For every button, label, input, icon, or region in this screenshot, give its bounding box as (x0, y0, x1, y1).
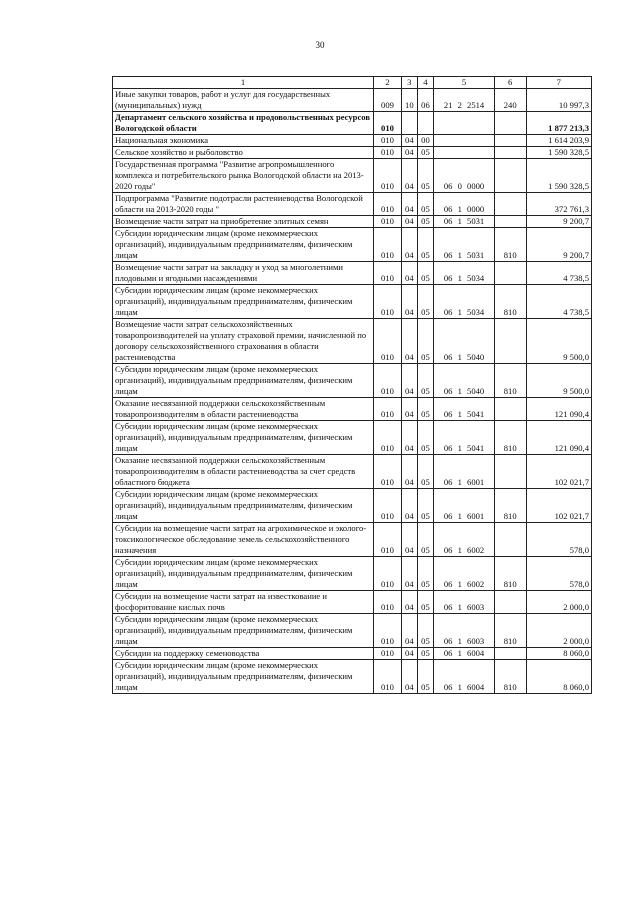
row-name: Субсидии юридическим лицам (кроме некоммерческих организаций), индивидуальным предпринимателям, физическим лицам (113, 660, 374, 694)
row-code-subsection: 05 (417, 591, 434, 614)
row-code-admin: 010 (374, 455, 402, 489)
row-code-expense (494, 319, 526, 364)
row-amount: 121 090,4 (526, 421, 591, 455)
row-name: Национальная экономика (113, 135, 374, 147)
row-amount: 578,0 (526, 557, 591, 591)
row-code-target: 06 0 0000 (434, 159, 495, 193)
row-code-target: 06 1 6004 (434, 648, 495, 660)
row-code-target: 06 1 6001 (434, 489, 495, 523)
row-code-subsection: 05 (417, 648, 434, 660)
row-code-admin: 010 (374, 159, 402, 193)
table-row (113, 364, 592, 398)
row-code-target: 06 1 0000 (434, 193, 495, 216)
row-code-subsection: 05 (417, 557, 434, 591)
table-row (113, 455, 592, 489)
row-name: Подпрограмма "Развитие подотрасли растениеводства Вологодской области на 2013-2020 годы " (113, 193, 374, 216)
row-amount: 4 738,5 (526, 262, 591, 285)
row-code-section: 04 (402, 648, 418, 660)
row-code-admin: 010 (374, 319, 402, 364)
row-code-expense (494, 455, 526, 489)
row-code-subsection: 05 (417, 660, 434, 694)
row-code-admin: 010 (374, 591, 402, 614)
row-code-target: 06 1 5031 (434, 216, 495, 228)
row-code-expense: 810 (494, 228, 526, 262)
table-row (113, 89, 592, 112)
row-code-expense (494, 648, 526, 660)
row-name: Оказание несвязанной поддержки сельскохозяйственным товаропроизводителям в области растениеводства за счет средств областного бюджета (113, 455, 374, 489)
row-amount: 9 200,7 (526, 216, 591, 228)
table-row (113, 614, 592, 648)
row-code-subsection: 05 (417, 262, 434, 285)
table-row (113, 421, 592, 455)
row-code-subsection: 05 (417, 319, 434, 364)
row-code-target: 21 2 2514 (434, 89, 495, 112)
row-code-target: 06 1 5034 (434, 285, 495, 319)
table-row (113, 557, 592, 591)
row-amount: 9 500,0 (526, 364, 591, 398)
row-code-admin: 010 (374, 523, 402, 557)
row-code-expense (494, 591, 526, 614)
row-code-admin: 010 (374, 262, 402, 285)
table-row (113, 159, 592, 193)
row-code-admin: 010 (374, 135, 402, 147)
row-code-admin: 010 (374, 398, 402, 421)
row-code-section: 04 (402, 319, 418, 364)
row-amount: 1 877 213,3 (526, 112, 591, 135)
table-row (113, 216, 592, 228)
row-code-subsection: 00 (417, 135, 434, 147)
row-name: Субсидии на возмещение части затрат на агрохимическое и эколого-токсикологическое обследование земель сельскохозяйственного назначения (113, 523, 374, 557)
row-code-section: 04 (402, 660, 418, 694)
row-name: Государственная программа "Развитие агропромышленного комплекса и потребительского рынка Вологодской области на 2013-2020 годы" (113, 159, 374, 193)
row-amount: 121 090,4 (526, 398, 591, 421)
row-code-section: 04 (402, 489, 418, 523)
row-code-section: 04 (402, 285, 418, 319)
row-name: Субсидии юридическим лицам (кроме некоммерческих организаций), индивидуальным предпринимателям, физическим лицам (113, 228, 374, 262)
row-amount: 372 761,3 (526, 193, 591, 216)
table-row (113, 660, 592, 694)
row-code-subsection: 05 (417, 159, 434, 193)
row-code-section: 04 (402, 557, 418, 591)
col-header-6: 6 (494, 77, 526, 89)
row-code-target (434, 135, 495, 147)
row-code-target: 06 1 5041 (434, 421, 495, 455)
row-code-admin: 010 (374, 147, 402, 159)
row-code-subsection: 05 (417, 489, 434, 523)
row-code-admin: 010 (374, 557, 402, 591)
row-name: Возмещение части затрат на приобретение элитных семян (113, 216, 374, 228)
row-code-section: 04 (402, 135, 418, 147)
row-amount: 8 060,0 (526, 648, 591, 660)
row-code-subsection: 05 (417, 228, 434, 262)
row-code-admin: 010 (374, 489, 402, 523)
row-code-subsection: 05 (417, 364, 434, 398)
row-code-admin: 010 (374, 648, 402, 660)
table-row (113, 135, 592, 147)
row-code-target: 06 1 5040 (434, 319, 495, 364)
budget-table (112, 76, 592, 694)
table-row (113, 398, 592, 421)
row-code-expense: 240 (494, 89, 526, 112)
row-code-admin: 010 (374, 614, 402, 648)
row-amount: 4 738,5 (526, 285, 591, 319)
table-row (113, 193, 592, 216)
row-code-expense: 810 (494, 614, 526, 648)
row-code-expense (494, 216, 526, 228)
row-amount: 9 500,0 (526, 319, 591, 364)
row-code-target: 06 1 6003 (434, 591, 495, 614)
row-code-admin: 010 (374, 228, 402, 262)
table-row (113, 262, 592, 285)
row-amount: 9 200,7 (526, 228, 591, 262)
row-code-target: 06 1 6002 (434, 557, 495, 591)
row-amount: 102 021,7 (526, 489, 591, 523)
col-header-1: 1 (113, 77, 374, 89)
row-code-target: 06 1 5041 (434, 398, 495, 421)
row-name: Возмещение части затрат сельскохозяйственных товаропроизводителей на уплату страховой премии, начисленной по договору сельскохозяйственного страхования в области растениеводства (113, 319, 374, 364)
row-name: Департамент сельского хозяйства и продовольственных ресурсов Вологодской области (113, 112, 374, 135)
row-code-section: 04 (402, 455, 418, 489)
row-amount: 8 060,0 (526, 660, 591, 694)
table-header-row (113, 77, 592, 89)
row-name: Субсидии на возмещение части затрат на известкование и фосфоритование кислых почв (113, 591, 374, 614)
row-code-target (434, 112, 495, 135)
row-code-target: 06 1 5031 (434, 228, 495, 262)
row-code-section: 04 (402, 228, 418, 262)
row-code-subsection: 05 (417, 285, 434, 319)
row-amount: 2 000,0 (526, 591, 591, 614)
col-header-3: 3 (402, 77, 418, 89)
row-amount: 10 997,3 (526, 89, 591, 112)
row-code-expense (494, 193, 526, 216)
row-code-section: 04 (402, 398, 418, 421)
row-amount: 1 614 203,9 (526, 135, 591, 147)
row-code-section: 04 (402, 193, 418, 216)
row-code-target: 06 1 6004 (434, 660, 495, 694)
row-code-expense: 810 (494, 557, 526, 591)
row-code-expense (494, 398, 526, 421)
row-code-expense (494, 159, 526, 193)
row-code-expense (494, 112, 526, 135)
row-code-admin: 010 (374, 112, 402, 135)
table-row (113, 147, 592, 159)
row-code-subsection (417, 112, 434, 135)
table-row (113, 648, 592, 660)
row-code-expense (494, 147, 526, 159)
row-code-section: 04 (402, 523, 418, 557)
row-code-admin: 010 (374, 364, 402, 398)
row-code-admin: 010 (374, 193, 402, 216)
row-name: Субсидии на поддержку семеноводства (113, 648, 374, 660)
row-code-target: 06 1 6001 (434, 455, 495, 489)
row-code-section: 04 (402, 614, 418, 648)
row-code-expense: 810 (494, 364, 526, 398)
row-code-admin: 010 (374, 660, 402, 694)
page-number: 30 (315, 40, 325, 50)
row-code-section: 04 (402, 147, 418, 159)
row-code-admin: 010 (374, 285, 402, 319)
table-row (113, 112, 592, 135)
table-body (113, 89, 592, 694)
row-name: Субсидии юридическим лицам (кроме некоммерческих организаций), индивидуальным предпринимателям, физическим лицам (113, 614, 374, 648)
row-code-subsection: 05 (417, 614, 434, 648)
row-name: Субсидии юридическим лицам (кроме некоммерческих организаций), индивидуальным предпринимателям, физическим лицам (113, 489, 374, 523)
row-name: Иные закупки товаров, работ и услуг для государственных (муниципальных) нужд (113, 89, 374, 112)
col-header-4: 4 (417, 77, 434, 89)
row-name: Субсидии юридическим лицам (кроме некоммерческих организаций), индивидуальным предпринимателям, физическим лицам (113, 364, 374, 398)
row-code-target: 06 1 5040 (434, 364, 495, 398)
row-code-admin: 010 (374, 421, 402, 455)
row-code-section: 04 (402, 364, 418, 398)
row-code-expense: 810 (494, 489, 526, 523)
row-code-section (402, 112, 418, 135)
row-name: Сельское хозяйство и рыболовство (113, 147, 374, 159)
row-code-section: 04 (402, 159, 418, 193)
table-row (113, 319, 592, 364)
row-name: Субсидии юридическим лицам (кроме некоммерческих организаций), индивидуальным предпринимателям, физическим лицам (113, 285, 374, 319)
row-code-expense: 810 (494, 285, 526, 319)
row-amount: 578,0 (526, 523, 591, 557)
row-code-target: 06 1 6003 (434, 614, 495, 648)
row-code-expense (494, 135, 526, 147)
row-code-expense (494, 523, 526, 557)
row-name: Субсидии юридическим лицам (кроме некоммерческих организаций), индивидуальным предпринимателям, физическим лицам (113, 557, 374, 591)
row-amount: 1 590 328,5 (526, 147, 591, 159)
row-code-section: 04 (402, 216, 418, 228)
row-name: Возмещение части затрат на закладку и уход за многолетними плодовыми и ягодными насаждениями (113, 262, 374, 285)
row-name: Оказание несвязанной поддержки сельскохозяйственным товаропроизводителям в области растениеводства (113, 398, 374, 421)
row-code-target: 06 1 6002 (434, 523, 495, 557)
row-code-section: 10 (402, 89, 418, 112)
row-code-section: 04 (402, 591, 418, 614)
row-code-section: 04 (402, 421, 418, 455)
row-code-subsection: 05 (417, 193, 434, 216)
col-header-2: 2 (374, 77, 402, 89)
col-header-7: 7 (526, 77, 591, 89)
row-amount: 102 021,7 (526, 455, 591, 489)
table-row (113, 591, 592, 614)
col-header-5: 5 (434, 77, 495, 89)
row-code-subsection: 05 (417, 147, 434, 159)
table-row (113, 523, 592, 557)
row-code-subsection: 05 (417, 421, 434, 455)
row-code-subsection: 05 (417, 523, 434, 557)
row-code-target (434, 147, 495, 159)
row-code-target: 06 1 5034 (434, 262, 495, 285)
row-code-expense (494, 262, 526, 285)
row-code-subsection: 06 (417, 89, 434, 112)
table-row (113, 285, 592, 319)
row-code-admin: 010 (374, 216, 402, 228)
row-code-admin: 009 (374, 89, 402, 112)
row-amount: 1 590 328,5 (526, 159, 591, 193)
table-row (113, 228, 592, 262)
row-code-section: 04 (402, 262, 418, 285)
row-name: Субсидии юридическим лицам (кроме некоммерческих организаций), индивидуальным предпринимателям, физическим лицам (113, 421, 374, 455)
row-amount: 2 000,0 (526, 614, 591, 648)
row-code-expense: 810 (494, 421, 526, 455)
table-row (113, 489, 592, 523)
row-code-subsection: 05 (417, 455, 434, 489)
row-code-subsection: 05 (417, 216, 434, 228)
row-code-expense: 810 (494, 660, 526, 694)
row-code-subsection: 05 (417, 398, 434, 421)
